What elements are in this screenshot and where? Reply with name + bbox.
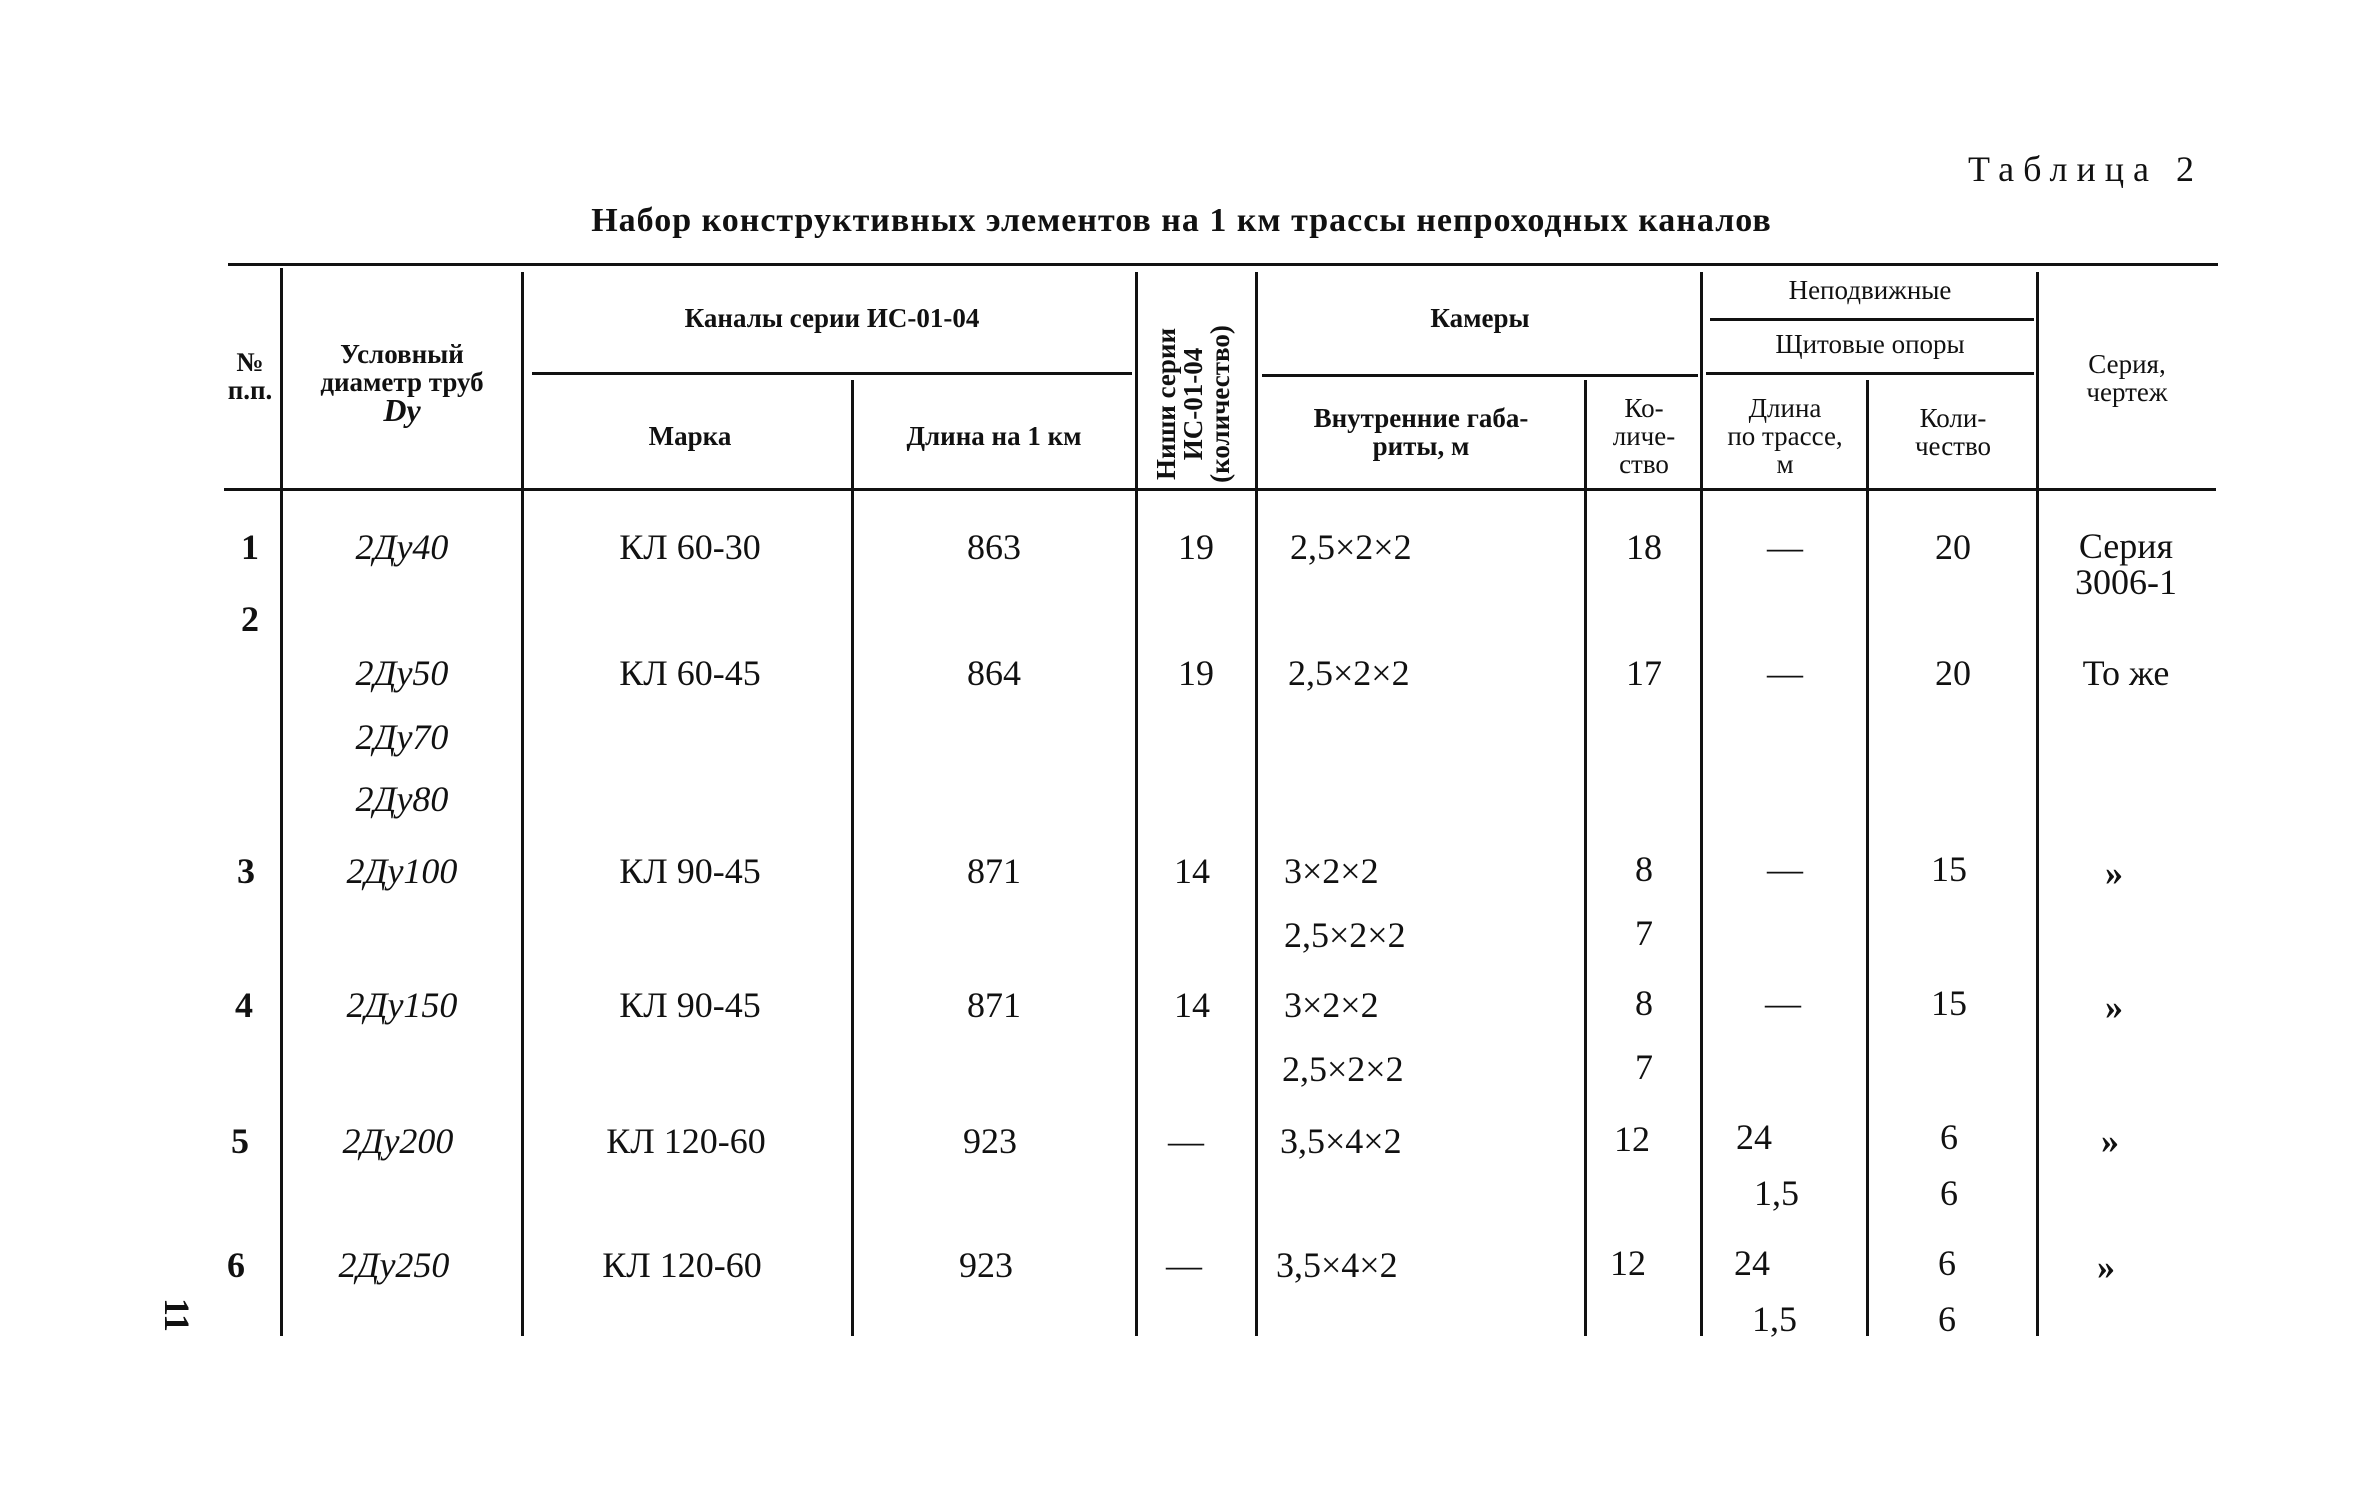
header-series: Серия, чертеж <box>2086 349 2168 407</box>
row5-num: 5 <box>231 1121 249 1161</box>
header-route-length: Длина по трассе, м <box>1727 393 1843 479</box>
row1-count: 18 <box>1626 527 1662 567</box>
row5-series: » <box>2101 1121 2119 1161</box>
header-chamber-count: Ко- личе- ство <box>1612 393 1676 479</box>
row3-count-2: 7 <box>1635 913 1653 953</box>
row6-diameter: 2Ду250 <box>338 1245 450 1285</box>
col-divider-9 <box>2036 272 2039 1336</box>
row5-supports-2: 6 <box>1940 1173 1958 1213</box>
row2-count: 17 <box>1626 653 1662 693</box>
header-num: № п.п. <box>227 347 273 405</box>
row5-route-1: 24 <box>1736 1117 1772 1157</box>
row4-route: — <box>1765 983 1801 1023</box>
row3-num: 3 <box>237 851 255 891</box>
row1-mark: КЛ 60-30 <box>619 527 761 567</box>
row4-count-2: 7 <box>1635 1047 1653 1087</box>
row3-mark: КЛ 90-45 <box>619 851 761 891</box>
header-niches: Ниши серии ИС-01-04 (количество) <box>1151 325 1235 483</box>
header-channels: Каналы серии ИС-01-04 <box>684 303 980 333</box>
row2-route: — <box>1767 653 1803 693</box>
header-length-per-km: Длина на 1 км <box>906 421 1082 451</box>
row4-length: 871 <box>967 985 1021 1025</box>
row6-series: » <box>2097 1247 2115 1287</box>
row5-route-2: 1,5 <box>1754 1173 1799 1213</box>
header-diameter: Условный диаметр труб Dу <box>320 339 484 428</box>
channels-subheader-rule <box>532 372 1132 375</box>
row3-diameter: 2Ду100 <box>346 851 458 891</box>
row5-dims: 3,5×4×2 <box>1280 1121 1402 1161</box>
row4-niches: 14 <box>1174 985 1210 1025</box>
row6-supports-1: 6 <box>1938 1243 1956 1283</box>
row5-supports-1: 6 <box>1940 1117 1958 1157</box>
row6-niches: — <box>1166 1245 1202 1285</box>
row4-mark: КЛ 90-45 <box>619 985 761 1025</box>
header-support-count: Коли- чество <box>1914 403 1992 461</box>
page-number: 11 <box>157 1297 198 1333</box>
row6-dims: 3,5×4×2 <box>1276 1245 1398 1285</box>
row3-series: » <box>2105 853 2123 893</box>
row4-series: » <box>2105 987 2123 1027</box>
row5-length: 923 <box>963 1121 1017 1161</box>
row6-length: 923 <box>959 1245 1013 1285</box>
col-divider-2 <box>521 272 524 1336</box>
col-divider-1 <box>280 268 283 1336</box>
supports-subheader-rule <box>1706 372 2034 375</box>
chambers-subheader-rule <box>1262 374 1698 377</box>
row2-mark: КЛ 60-45 <box>619 653 761 693</box>
table-title: Набор конструктивных элементов на 1 км трассы непроходных каналов <box>591 202 1772 239</box>
row6-route-1: 24 <box>1734 1243 1770 1283</box>
row5-mark: КЛ 120-60 <box>606 1121 766 1161</box>
col-divider-5 <box>1255 272 1258 1336</box>
row2-supports: 20 <box>1935 653 1971 693</box>
row4-dims-2: 2,5×2×2 <box>1282 1049 1404 1089</box>
row2-length: 864 <box>967 653 1021 693</box>
row6-supports-2: 6 <box>1938 1299 1956 1339</box>
row4-supports: 15 <box>1931 983 1967 1023</box>
row2-diameter-3: 2Ду80 <box>355 779 449 819</box>
row2-num: 2 <box>241 599 259 639</box>
row2-series: То же <box>2082 653 2170 693</box>
row4-num: 4 <box>235 985 253 1025</box>
row6-count: 12 <box>1610 1243 1646 1283</box>
fixed-subheader-rule <box>1710 318 2034 321</box>
row2-niches: 19 <box>1178 653 1214 693</box>
row1-series: Серия 3006-1 <box>2075 526 2177 602</box>
header-shield-supports: Щитовые опоры <box>1775 329 1965 359</box>
col-divider-3 <box>851 380 854 1336</box>
row3-dims-2: 2,5×2×2 <box>1284 915 1406 955</box>
row3-supports: 15 <box>1931 849 1967 889</box>
row3-length: 871 <box>967 851 1021 891</box>
row1-supports: 20 <box>1935 527 1971 567</box>
header-fixed: Неподвижные <box>1788 275 1952 305</box>
row1-num: 1 <box>241 527 259 567</box>
row2-diameter-2: 2Ду70 <box>355 717 449 757</box>
row5-niches: — <box>1168 1121 1204 1161</box>
row4-diameter: 2Ду150 <box>346 985 458 1025</box>
col-divider-4 <box>1135 272 1138 1336</box>
col-divider-6 <box>1584 380 1587 1336</box>
row4-dims-1: 3×2×2 <box>1284 985 1379 1025</box>
header-mark: Марка <box>648 421 732 451</box>
row6-route-2: 1,5 <box>1752 1299 1797 1339</box>
row3-count-1: 8 <box>1635 849 1653 889</box>
row4-count-1: 8 <box>1635 983 1653 1023</box>
row1-length: 863 <box>967 527 1021 567</box>
row6-num: 6 <box>227 1245 245 1285</box>
row1-route: — <box>1767 527 1803 567</box>
row3-niches: 14 <box>1174 851 1210 891</box>
header-inner-dims: Внутренние габа- риты, м <box>1313 403 1529 461</box>
header-chambers: Камеры <box>1430 303 1530 333</box>
row2-dims: 2,5×2×2 <box>1288 653 1410 693</box>
row6-mark: КЛ 120-60 <box>602 1245 762 1285</box>
table-label: Таблица 2 <box>1968 149 2203 189</box>
row5-count: 12 <box>1614 1119 1650 1159</box>
row1-diameter: 2Ду40 <box>355 527 449 567</box>
col-divider-7 <box>1700 272 1703 1336</box>
row1-dims: 2,5×2×2 <box>1290 527 1412 567</box>
row3-dims-1: 3×2×2 <box>1284 851 1379 891</box>
row5-diameter: 2Ду200 <box>342 1121 454 1161</box>
row2-diameter-1: 2Ду50 <box>355 653 449 693</box>
row3-route: — <box>1767 849 1803 889</box>
row1-niches: 19 <box>1178 527 1214 567</box>
